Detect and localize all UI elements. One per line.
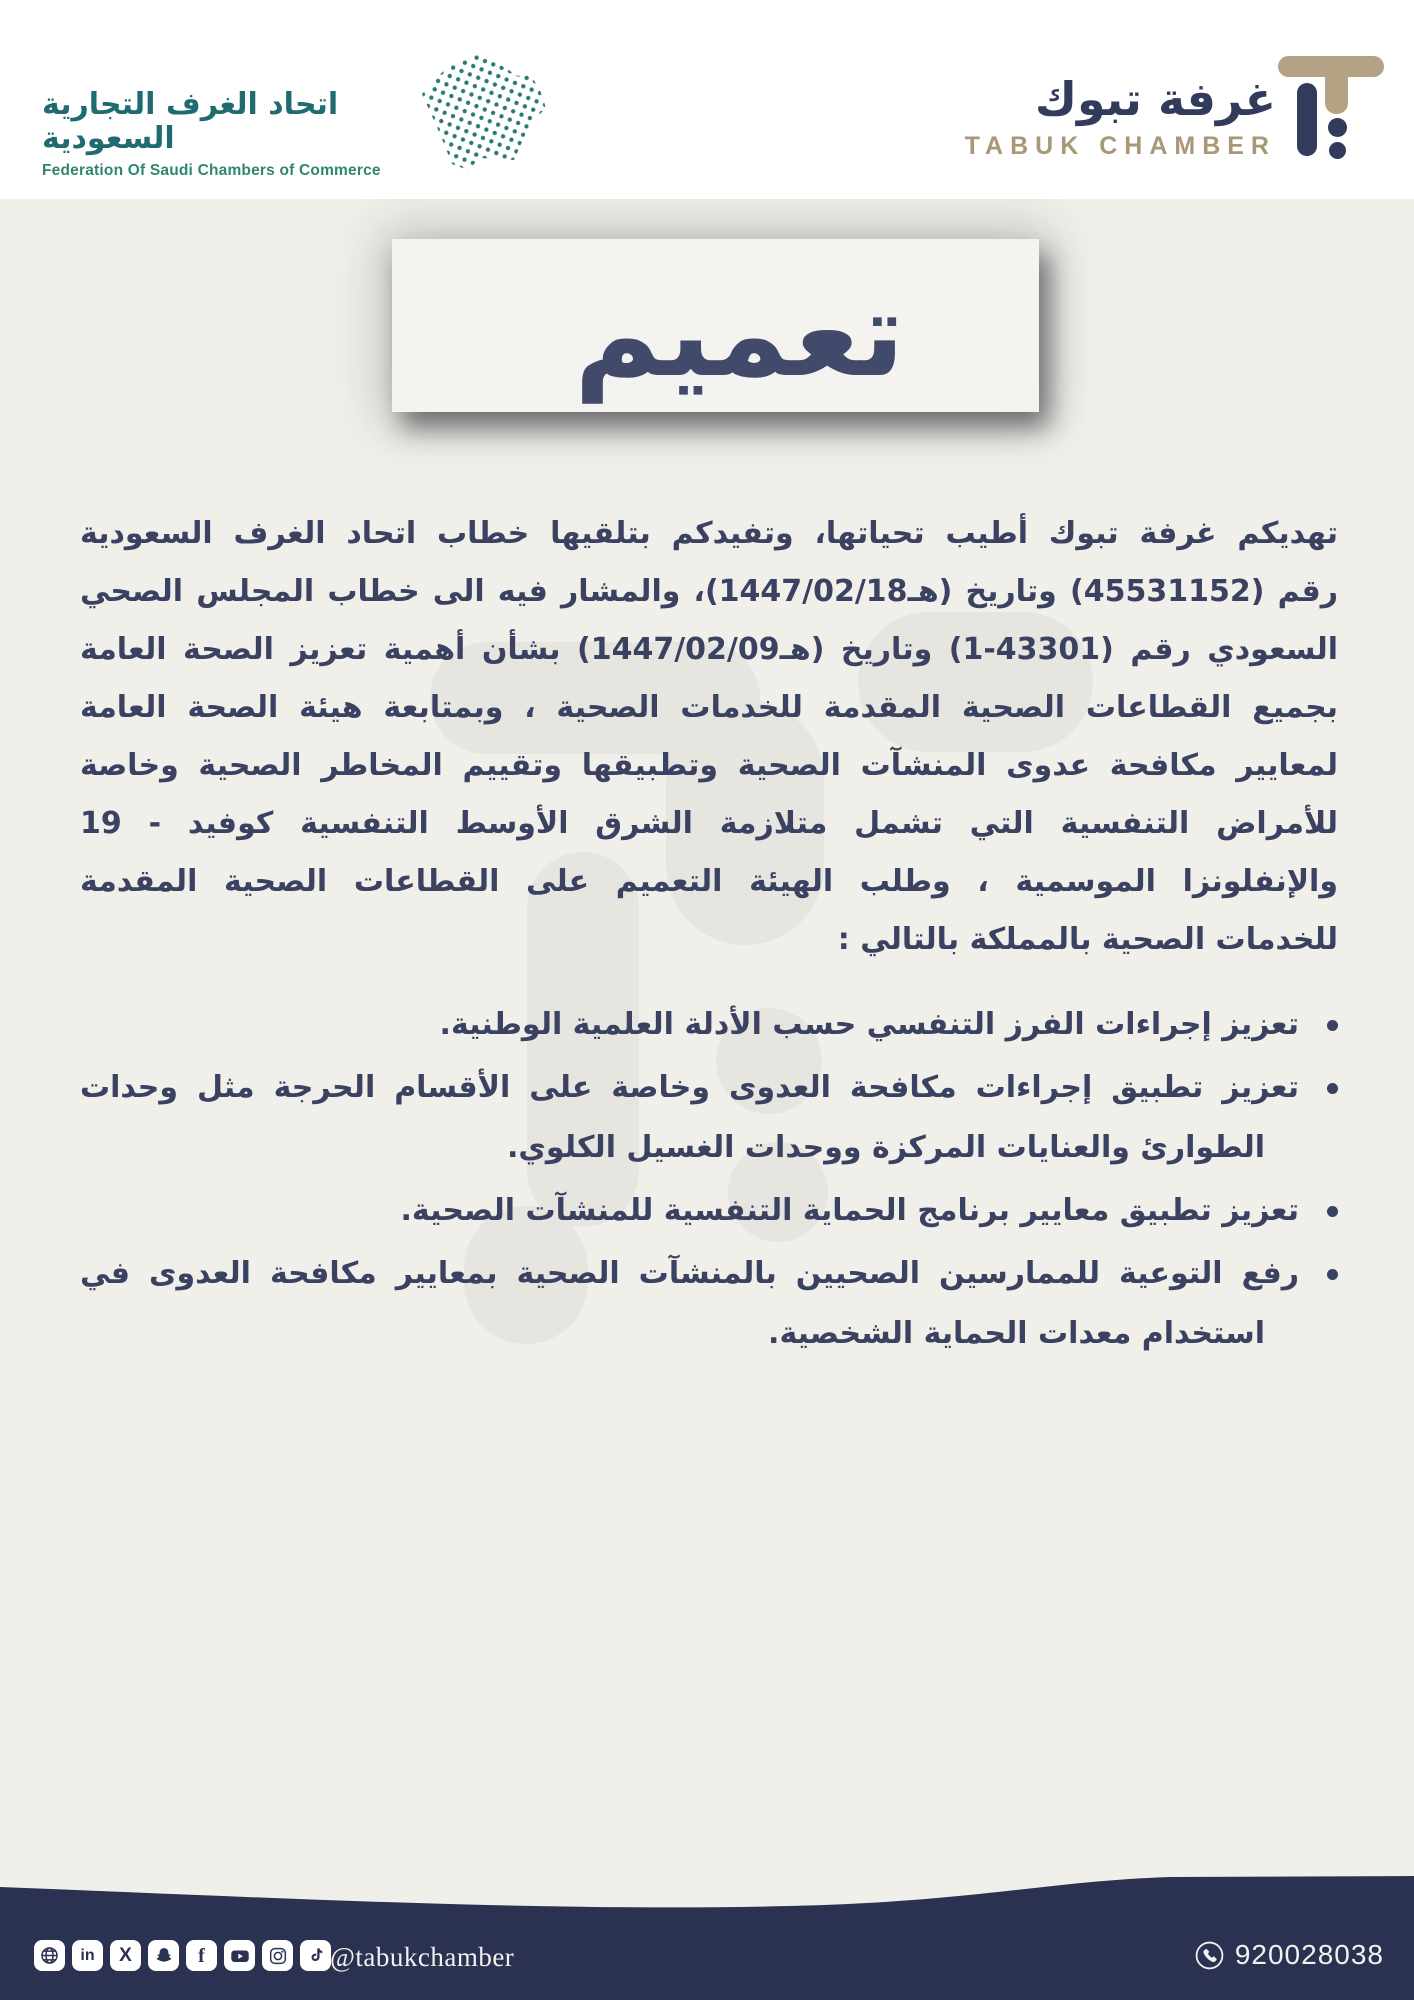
bullet-list bbox=[80, 995, 1338, 1364]
bullet-item bbox=[80, 1058, 1338, 1178]
text-line: تعزيز تطبيق معايير برنامج الحماية التنفسية للمنشآت الصحية. bbox=[400, 1193, 1299, 1228]
bullet-dot-icon bbox=[1327, 1269, 1338, 1280]
document-header bbox=[0, 0, 1414, 199]
fsc-logo-arabic: اتحاد الغرف التجارية السعودية bbox=[42, 87, 339, 156]
mark-alef-bar bbox=[1297, 83, 1317, 156]
fsc-logo bbox=[42, 88, 420, 180]
body-text bbox=[80, 505, 1338, 1367]
phone-number: 920028038 bbox=[1234, 1939, 1384, 1970]
text-line: السعودي رقم ⁦(1-43301)⁩ وتاريخ ⁦(1447/02/09هـ)⁩ بشأن أهمية تعزيز الصحة العامة bbox=[80, 632, 1338, 667]
saudi-map-dots-icon bbox=[418, 50, 550, 174]
linkedin-icon: in bbox=[72, 1940, 103, 1971]
text-line: والإنفلونزا الموسمية ، وطلب الهيئة التعميم على القطاعات الصحية المقدمة bbox=[80, 864, 1338, 899]
text-line: الطوارئ والعنايات المركزة ووحدات الغسيل الكلوي. bbox=[507, 1130, 1265, 1165]
text-line: تعزيز إجراءات الفرز التنفسي حسب الأدلة العلمية الوطنية. bbox=[439, 1007, 1299, 1042]
bullet-dot-icon bbox=[1327, 1083, 1338, 1094]
social-handle: @tabukchamber bbox=[330, 1942, 515, 1972]
text-line: للأمراض التنفسية التي تشمل متلازمة الشرق الأوسط التنفسية كوفيد - 19 bbox=[80, 806, 1338, 841]
circular-title: تعميم bbox=[574, 264, 905, 403]
tabuk-logo bbox=[965, 74, 1276, 161]
text-line: للخدمات الصحية بالمملكة بالتالي : bbox=[837, 922, 1338, 957]
fsc-logo-english: Federation Of Saudi Chambers of Commerce bbox=[42, 162, 381, 179]
bullet-dot-icon bbox=[1327, 1020, 1338, 1031]
bullet-item bbox=[80, 995, 1338, 1055]
text-line: رفع التوعية للممارسين الصحيين بالمنشآت الصحية بمعايير مكافحة العدوى في bbox=[80, 1256, 1299, 1291]
snapchat-icon bbox=[148, 1940, 179, 1971]
text-line: استخدام معدات الحماية الشخصية. bbox=[768, 1316, 1265, 1351]
mark-dot bbox=[1329, 142, 1346, 159]
social-icons bbox=[34, 1940, 331, 1971]
website-icon bbox=[34, 1940, 65, 1971]
text-line: لمعايير مكافحة عدوى المنشآت الصحية وتطبيقها وتقييم المخاطر الصحية وخاصة bbox=[80, 748, 1338, 783]
mark-stem bbox=[1325, 56, 1348, 114]
tiktok-icon bbox=[300, 1940, 331, 1971]
paragraph bbox=[80, 505, 1338, 969]
text-line: تهديكم غرفة تبوك أطيب تحياتها، وتفيدكم بتلقيها خطاب اتحاد الغرف السعودية bbox=[80, 516, 1338, 551]
instagram-icon bbox=[262, 1940, 293, 1971]
tabuk-logo-english: TABUK CHAMBER bbox=[964, 132, 1276, 160]
circular-title-box bbox=[392, 239, 1039, 412]
facebook-icon: f bbox=[186, 1940, 217, 1971]
youtube-icon bbox=[224, 1940, 255, 1971]
x-icon: X bbox=[110, 1940, 141, 1971]
bullet-item bbox=[80, 1181, 1338, 1241]
footer bbox=[0, 1936, 1414, 1984]
text-line: تعزيز تطبيق إجراءات مكافحة العدوى وخاصة على الأقسام الحرجة مثل وحدات bbox=[80, 1070, 1299, 1105]
phone-block bbox=[1194, 1939, 1384, 1971]
bullet-dot-icon bbox=[1327, 1206, 1338, 1217]
text-line: بجميع القطاعات الصحية المقدمة للخدمات الصحية ، وبمتابعة هيئة الصحة العامة bbox=[80, 690, 1338, 725]
tabuk-logo-arabic: غرفة تبوك bbox=[1034, 72, 1276, 126]
tabuk-logo-mark-icon bbox=[1286, 56, 1391, 156]
bullet-item bbox=[80, 1244, 1338, 1364]
mark-dot bbox=[1328, 118, 1347, 137]
text-line: رقم (45531152) وتاريخ ⁦(1447/02/18هـ)⁩، والمشار فيه الى خطاب المجلس الصحي bbox=[80, 574, 1339, 609]
phone-icon bbox=[1194, 1940, 1225, 1971]
